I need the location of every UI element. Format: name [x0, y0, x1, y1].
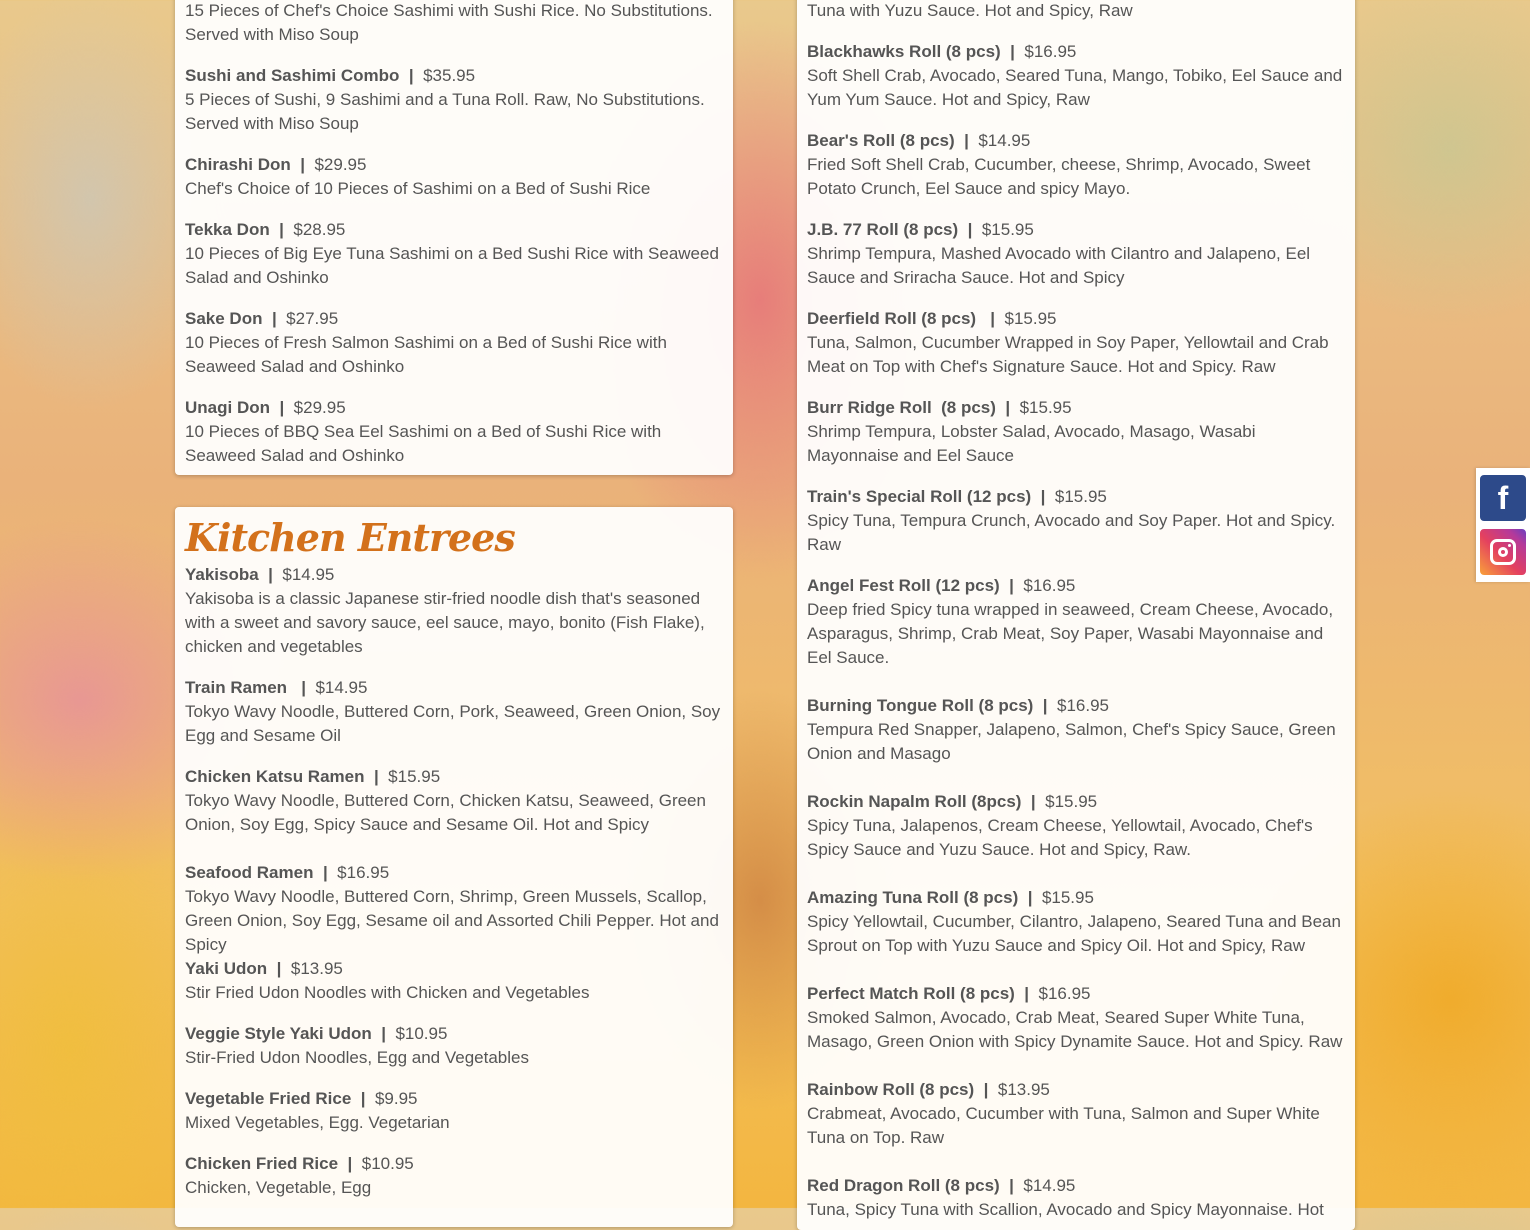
menu-item-desc: Shrimp Tempura, Lobster Salad, Avocado, Masago, Wasabi Mayonnaise and Eel Sauce [807, 422, 1256, 465]
menu-item-desc: 10 Pieces of BBQ Sea Eel Sashimi on a Bed of Sushi Rice with Seaweed Salad and Oshinko [185, 422, 662, 465]
special-rolls-card [797, 0, 1355, 1230]
menu-item-seafood-ramen: Seafood Ramen | $16.95 Tokyo Wavy Noodle, Buttered Corn, Shrimp, Green Mussels, Scallop, Green Onion, Soy Egg, Sesame oil and Assorted Chili Pepper. Hot and Spicy [185, 861, 723, 957]
menu-item-blackhawks-roll: Blackhawks Roll (8 pcs) | $16.95 Soft Shell Crab, Avocado, Seared Tuna, Mango, Tobiko, Eel Sauce and Yum Yum Sauce. Hot and Spicy, Raw [807, 40, 1345, 112]
menu-item-name: Sushi and Sashimi Combo [185, 66, 400, 85]
menu-item-tekka-don: Tekka Don | $28.95 10 Pieces of Big Eye Tuna Sashimi on a Bed Sushi Rice with Seaweed Salad and Oshinko [185, 218, 723, 290]
menu-item-price: $29.95 [314, 155, 367, 174]
menu-item-price: $14.95 [1023, 1176, 1076, 1195]
menu-item-price: $28.95 [293, 220, 346, 239]
menu-item-perfect-match-roll: Perfect Match Roll (8 pcs) | $16.95 Smoked Salmon, Avocado, Crab Meat, Seared Super White Tuna, Masago, Green Onion with Spicy Dynamite Sauce. Hot and Spicy. Raw [807, 982, 1345, 1054]
menu-item-name: Burning Tongue Roll (8 pcs) [807, 696, 1034, 715]
menu-item-price: $15.95 [1045, 792, 1098, 811]
menu-item-desc: Spicy Tuna, Jalapenos, Cream Cheese, Yellowtail, Avocado, Chef's Spicy Sauce and Yuzu Sauce. Hot and Spicy, Raw. [807, 816, 1313, 859]
menu-item-trains-special-roll: Train's Special Roll (12 pcs) | $15.95 Spicy Tuna, Tempura Crunch, Avocado and Soy Paper. Hot and Spicy. Raw [807, 485, 1345, 557]
menu-item-desc: Chicken, Vegetable, Egg [185, 1178, 372, 1197]
menu-item-price: $15.95 [981, 220, 1034, 239]
menu-item-price: $15.95 [1004, 309, 1057, 328]
menu-item-rockin-napalm-roll: Rockin Napalm Roll (8pcs) | $15.95 Spicy Tuna, Jalapenos, Cream Cheese, Yellowtail, Avocado, Chef's Spicy Sauce and Yuzu Sauce. Hot and Spicy, Raw. [807, 790, 1345, 862]
facebook-button[interactable] [1480, 475, 1526, 521]
menu-item-name: Train's Special Roll (12 pcs) [807, 487, 1032, 506]
menu-item-price: $14.95 [315, 678, 368, 697]
menu-item-desc: Soft Shell Crab, Avocado, Seared Tuna, Mango, Tobiko, Eel Sauce and Yum Yum Sauce. Hot and Spicy, Raw [807, 66, 1343, 109]
menu-item-price: $15.95 [1019, 398, 1072, 417]
menu-item-name: Sake Don [185, 309, 263, 328]
menu-item-desc: Shrimp Tempura, Mashed Avocado with Cilantro and Jalapeno, Eel Sauce and Sriracha Sauce. Hot and Spicy [807, 244, 1311, 287]
menu-item-price: $10.95 [361, 1154, 414, 1173]
sashimi-menu-card [175, 0, 733, 475]
menu-item-desc: Tokyo Wavy Noodle, Buttered Corn, Chicken Katsu, Seaweed, Green Onion, Soy Egg, Spicy Sauce and Sesame Oil. Hot and Spicy [185, 791, 706, 834]
menu-item-chirashi-don: Chirashi Don | $29.95 Chef's Choice of 10 Pieces of Sashimi on a Bed of Sushi Rice [185, 153, 723, 201]
menu-item-yakisoba: Yakisoba | $14.95 Yakisoba is a classic Japanese stir-fried noodle dish that's seasoned with a sweet and savory sauce, eel sauce, mayo, bonito (Fish Flake), chicken and vegetables [185, 563, 723, 659]
menu-item-name: Vegetable Fried Rice [185, 1089, 352, 1108]
menu-item-name: Chirashi Don [185, 155, 291, 174]
menu-item-name: Veggie Style Yaki Udon [185, 1024, 372, 1043]
facebook-icon: f [1497, 479, 1509, 516]
menu-item-desc: Spicy Tuna, Tempura Crunch, Avocado and Soy Paper. Hot and Spicy. Raw [807, 511, 1336, 554]
menu-item-name: Chicken Fried Rice [185, 1154, 339, 1173]
menu-item-name: Red Dragon Roll (8 pcs) [807, 1176, 1000, 1195]
menu-item-price: $13.95 [997, 1080, 1050, 1099]
menu-item-price: $16.95 [1023, 576, 1076, 595]
menu-item-name: Chicken Katsu Ramen [185, 767, 365, 786]
menu-item-yaki-udon: Yaki Udon | $13.95 Stir Fried Udon Noodles with Chicken and Vegetables [185, 957, 723, 1005]
menu-item-chicken-katsu-ramen: Chicken Katsu Ramen | $15.95 Tokyo Wavy Noodle, Buttered Corn, Chicken Katsu, Seaweed, Green Onion, Soy Egg, Spicy Sauce and Sesame Oil. Hot and Spicy [185, 765, 723, 837]
menu-item-desc: 15 Pieces of Chef's Choice Sashimi with Sushi Rice. No Substitutions. Served with Miso Soup [185, 1, 713, 44]
menu-item-vegetable-fried-rice: Vegetable Fried Rice | $9.95 Mixed Vegetables, Egg. Vegetarian [185, 1087, 723, 1135]
menu-item-desc: Tuna, Salmon, Cucumber Wrapped in Soy Paper, Yellowtail and Crab Meat on Top with Chef's Signature Sauce. Hot and Spicy. Raw [807, 333, 1329, 376]
menu-item-price: $16.95 [337, 863, 390, 882]
menu-item-name: Tekka Don [185, 220, 270, 239]
menu-item-roll-continued [807, 0, 1345, 23]
menu-item-chicken-fried-rice: Chicken Fried Rice | $10.95 Chicken, Vegetable, Egg [185, 1152, 723, 1200]
menu-item-price: $16.95 [1057, 696, 1110, 715]
menu-item-sake-don: Sake Don | $27.95 10 Pieces of Fresh Salmon Sashimi on a Bed of Sushi Rice with Seaweed Salad and Oshinko [185, 307, 723, 379]
menu-item-price: $15.95 [1054, 487, 1107, 506]
menu-item-name: Yaki Udon [185, 959, 268, 978]
instagram-icon [1490, 539, 1516, 565]
section-title-kitchen-entrees: Kitchen Entrees [185, 515, 515, 560]
menu-item-price: $16.95 [1038, 984, 1091, 1003]
menu-item-name: Rockin Napalm Roll (8pcs) [807, 792, 1022, 811]
menu-item-burning-tongue-roll: Burning Tongue Roll (8 pcs) | $16.95 Tempura Red Snapper, Jalapeno, Salmon, Chef's Spicy Sauce, Green Onion and Masago [807, 694, 1345, 766]
menu-item-rainbow-roll: Rainbow Roll (8 pcs) | $13.95 Crabmeat, Avocado, Cucumber with Tuna, Salmon and Super White Tuna on Top. Raw [807, 1078, 1345, 1150]
menu-item-sushi-sashimi-combo: Sushi and Sashimi Combo | $35.95 5 Pieces of Sushi, 9 Sashimi and a Tuna Roll. Raw, No Substitutions. Served with Miso Soup [185, 64, 723, 136]
menu-item-desc: Smoked Salmon, Avocado, Crab Meat, Seared Super White Tuna, Masago, Green Onion with Spicy Dynamite Sauce. Hot and Spicy. Raw [807, 1008, 1343, 1051]
menu-item-desc: Chef's Choice of 10 Pieces of Sashimi on a Bed of Sushi Rice [185, 179, 651, 198]
menu-item-desc: Tempura Red Snapper, Jalapeno, Salmon, Chef's Spicy Sauce, Green Onion and Masago [807, 720, 1336, 763]
menu-item-desc: Stir-Fried Udon Noodles, Egg and Vegetables [185, 1048, 529, 1067]
menu-item-desc: Mixed Vegetables, Egg. Vegetarian [185, 1113, 450, 1132]
menu-item-desc: Tuna with Yuzu Sauce. Hot and Spicy, Raw [807, 1, 1133, 20]
instagram-button[interactable] [1480, 529, 1526, 575]
menu-item-desc: 10 Pieces of Big Eye Tuna Sashimi on a Bed Sushi Rice with Seaweed Salad and Oshinko [185, 244, 719, 287]
menu-item-price: $14.95 [282, 565, 335, 584]
menu-item-burr-ridge-roll: Burr Ridge Roll (8 pcs) | $15.95 Shrimp Tempura, Lobster Salad, Avocado, Masago, Wasabi Mayonnaise and Eel Sauce [807, 396, 1345, 468]
menu-item-angel-fest-roll: Angel Fest Roll (12 pcs) | $16.95 Deep fried Spicy tuna wrapped in seaweed, Cream Cheese, Avocado, Asparagus, Shrimp, Crab Meat, Soy Paper, Wasabi Mayonnaise and Eel Sauce. [807, 574, 1345, 670]
menu-item-veggie-yaki-udon: Veggie Style Yaki Udon | $10.95 Stir-Fried Udon Noodles, Egg and Vegetables [185, 1022, 723, 1070]
menu-item-name: Amazing Tuna Roll (8 pcs) [807, 888, 1019, 907]
menu-item-price: $16.95 [1024, 42, 1077, 61]
menu-item-price: $27.95 [286, 309, 339, 328]
menu-item-price: $29.95 [293, 398, 346, 417]
menu-item-price: $15.95 [1041, 888, 1094, 907]
menu-item-bears-roll: Bear's Roll (8 pcs) | $14.95 Fried Soft Shell Crab, Cucumber, cheese, Shrimp, Avocado, Sweet Potato Crunch, Eel Sauce and spicy Mayo. [807, 129, 1345, 201]
menu-item-price: $10.95 [395, 1024, 448, 1043]
menu-item-name: Seafood Ramen [185, 863, 314, 882]
menu-item-desc: Crabmeat, Avocado, Cucumber with Tuna, Salmon and Super White Tuna on Top. Raw [807, 1104, 1320, 1147]
menu-item-desc: Spicy Yellowtail, Cucumber, Cilantro, Jalapeno, Seared Tuna and Bean Sprout on Top with Yuzu Sauce and Spicy Oil. Hot and Spicy, Raw [807, 912, 1341, 955]
social-share-bar [1476, 468, 1530, 582]
menu-item-desc: 10 Pieces of Fresh Salmon Sashimi on a Bed of Sushi Rice with Seaweed Salad and Oshinko [185, 333, 667, 376]
menu-item-desc: Tokyo Wavy Noodle, Buttered Corn, Pork, Seaweed, Green Onion, Soy Egg and Sesame Oil [185, 702, 721, 745]
menu-item-name: Blackhawks Roll (8 pcs) [807, 42, 1001, 61]
menu-item-name: Angel Fest Roll (12 pcs) [807, 576, 1000, 595]
menu-item-name: Rainbow Roll (8 pcs) [807, 1080, 975, 1099]
menu-item-price: $15.95 [388, 767, 441, 786]
menu-item-desc: Deep fried Spicy tuna wrapped in seaweed, Cream Cheese, Avocado, Asparagus, Shrimp, Crab Meat, Soy Paper, Wasabi Mayonnaise and Eel Sauce. [807, 600, 1334, 667]
menu-item-name: Perfect Match Roll (8 pcs) [807, 984, 1015, 1003]
menu-item-name: Bear's Roll (8 pcs) [807, 131, 955, 150]
menu-item-price: $14.95 [978, 131, 1031, 150]
menu-item-desc: Tuna, Spicy Tuna with Scallion, Avocado and Spicy Mayonnaise. Hot [807, 1200, 1324, 1219]
menu-item-name: Yakisoba [185, 565, 259, 584]
menu-item-train-ramen: Train Ramen | $14.95 Tokyo Wavy Noodle, Buttered Corn, Pork, Seaweed, Green Onion, Soy Egg and Sesame Oil [185, 676, 723, 748]
menu-item-desc: Stir Fried Udon Noodles with Chicken and Vegetables [185, 983, 590, 1002]
menu-item-sashimi-deluxe [185, 0, 723, 47]
menu-item-name: Deerfield Roll (8 pcs) [807, 309, 977, 328]
menu-item-price: $35.95 [423, 66, 476, 85]
menu-item-desc: Fried Soft Shell Crab, Cucumber, cheese, Shrimp, Avocado, Sweet Potato Crunch, Eel Sauce and spicy Mayo. [807, 155, 1311, 198]
menu-item-desc: 5 Pieces of Sushi, 9 Sashimi and a Tuna Roll. Raw, No Substitutions. Served with Miso Soup [185, 90, 705, 133]
menu-item-desc: Tokyo Wavy Noodle, Buttered Corn, Shrimp, Green Mussels, Scallop, Green Onion, Soy Egg, Sesame oil and Assorted Chili Pepper. Hot and Spicy [185, 887, 719, 954]
menu-item-jb77-roll: J.B. 77 Roll (8 pcs) | $15.95 Shrimp Tempura, Mashed Avocado with Cilantro and Jalapeno, Eel Sauce and Sriracha Sauce. Hot and Spicy [807, 218, 1345, 290]
menu-item-name: J.B. 77 Roll (8 pcs) [807, 220, 959, 239]
menu-item-name: Train Ramen [185, 678, 288, 697]
menu-item-name: Unagi Don [185, 398, 270, 417]
menu-item-price: $9.95 [374, 1089, 418, 1108]
menu-item-desc: Yakisoba is a classic Japanese stir-fried noodle dish that's seasoned with a sweet and savory sauce, eel sauce, mayo, bonito (Fish Flake), chicken and vegetables [185, 589, 705, 656]
menu-item-unagi-don: Unagi Don | $29.95 10 Pieces of BBQ Sea Eel Sashimi on a Bed of Sushi Rice with Seaweed Salad and Oshinko [185, 396, 723, 468]
kitchen-entrees-card [175, 507, 733, 1227]
menu-item-amazing-tuna-roll: Amazing Tuna Roll (8 pcs) | $15.95 Spicy Yellowtail, Cucumber, Cilantro, Jalapeno, Seared Tuna and Bean Sprout on Top with Yuzu Sauce and Spicy Oil. Hot and Spicy, Raw [807, 886, 1345, 958]
menu-item-price: $13.95 [290, 959, 343, 978]
menu-item-deerfield-roll: Deerfield Roll (8 pcs) | $15.95 Tuna, Salmon, Cucumber Wrapped in Soy Paper, Yellowtail and Crab Meat on Top with Chef's Signature Sauce. Hot and Spicy. Raw [807, 307, 1345, 379]
menu-item-red-dragon-roll: Red Dragon Roll (8 pcs) | $14.95 Tuna, Spicy Tuna with Scallion, Avocado and Spicy Mayonnaise. Hot [807, 1174, 1345, 1222]
menu-item-name: Burr Ridge Roll (8 pcs) [807, 398, 996, 417]
